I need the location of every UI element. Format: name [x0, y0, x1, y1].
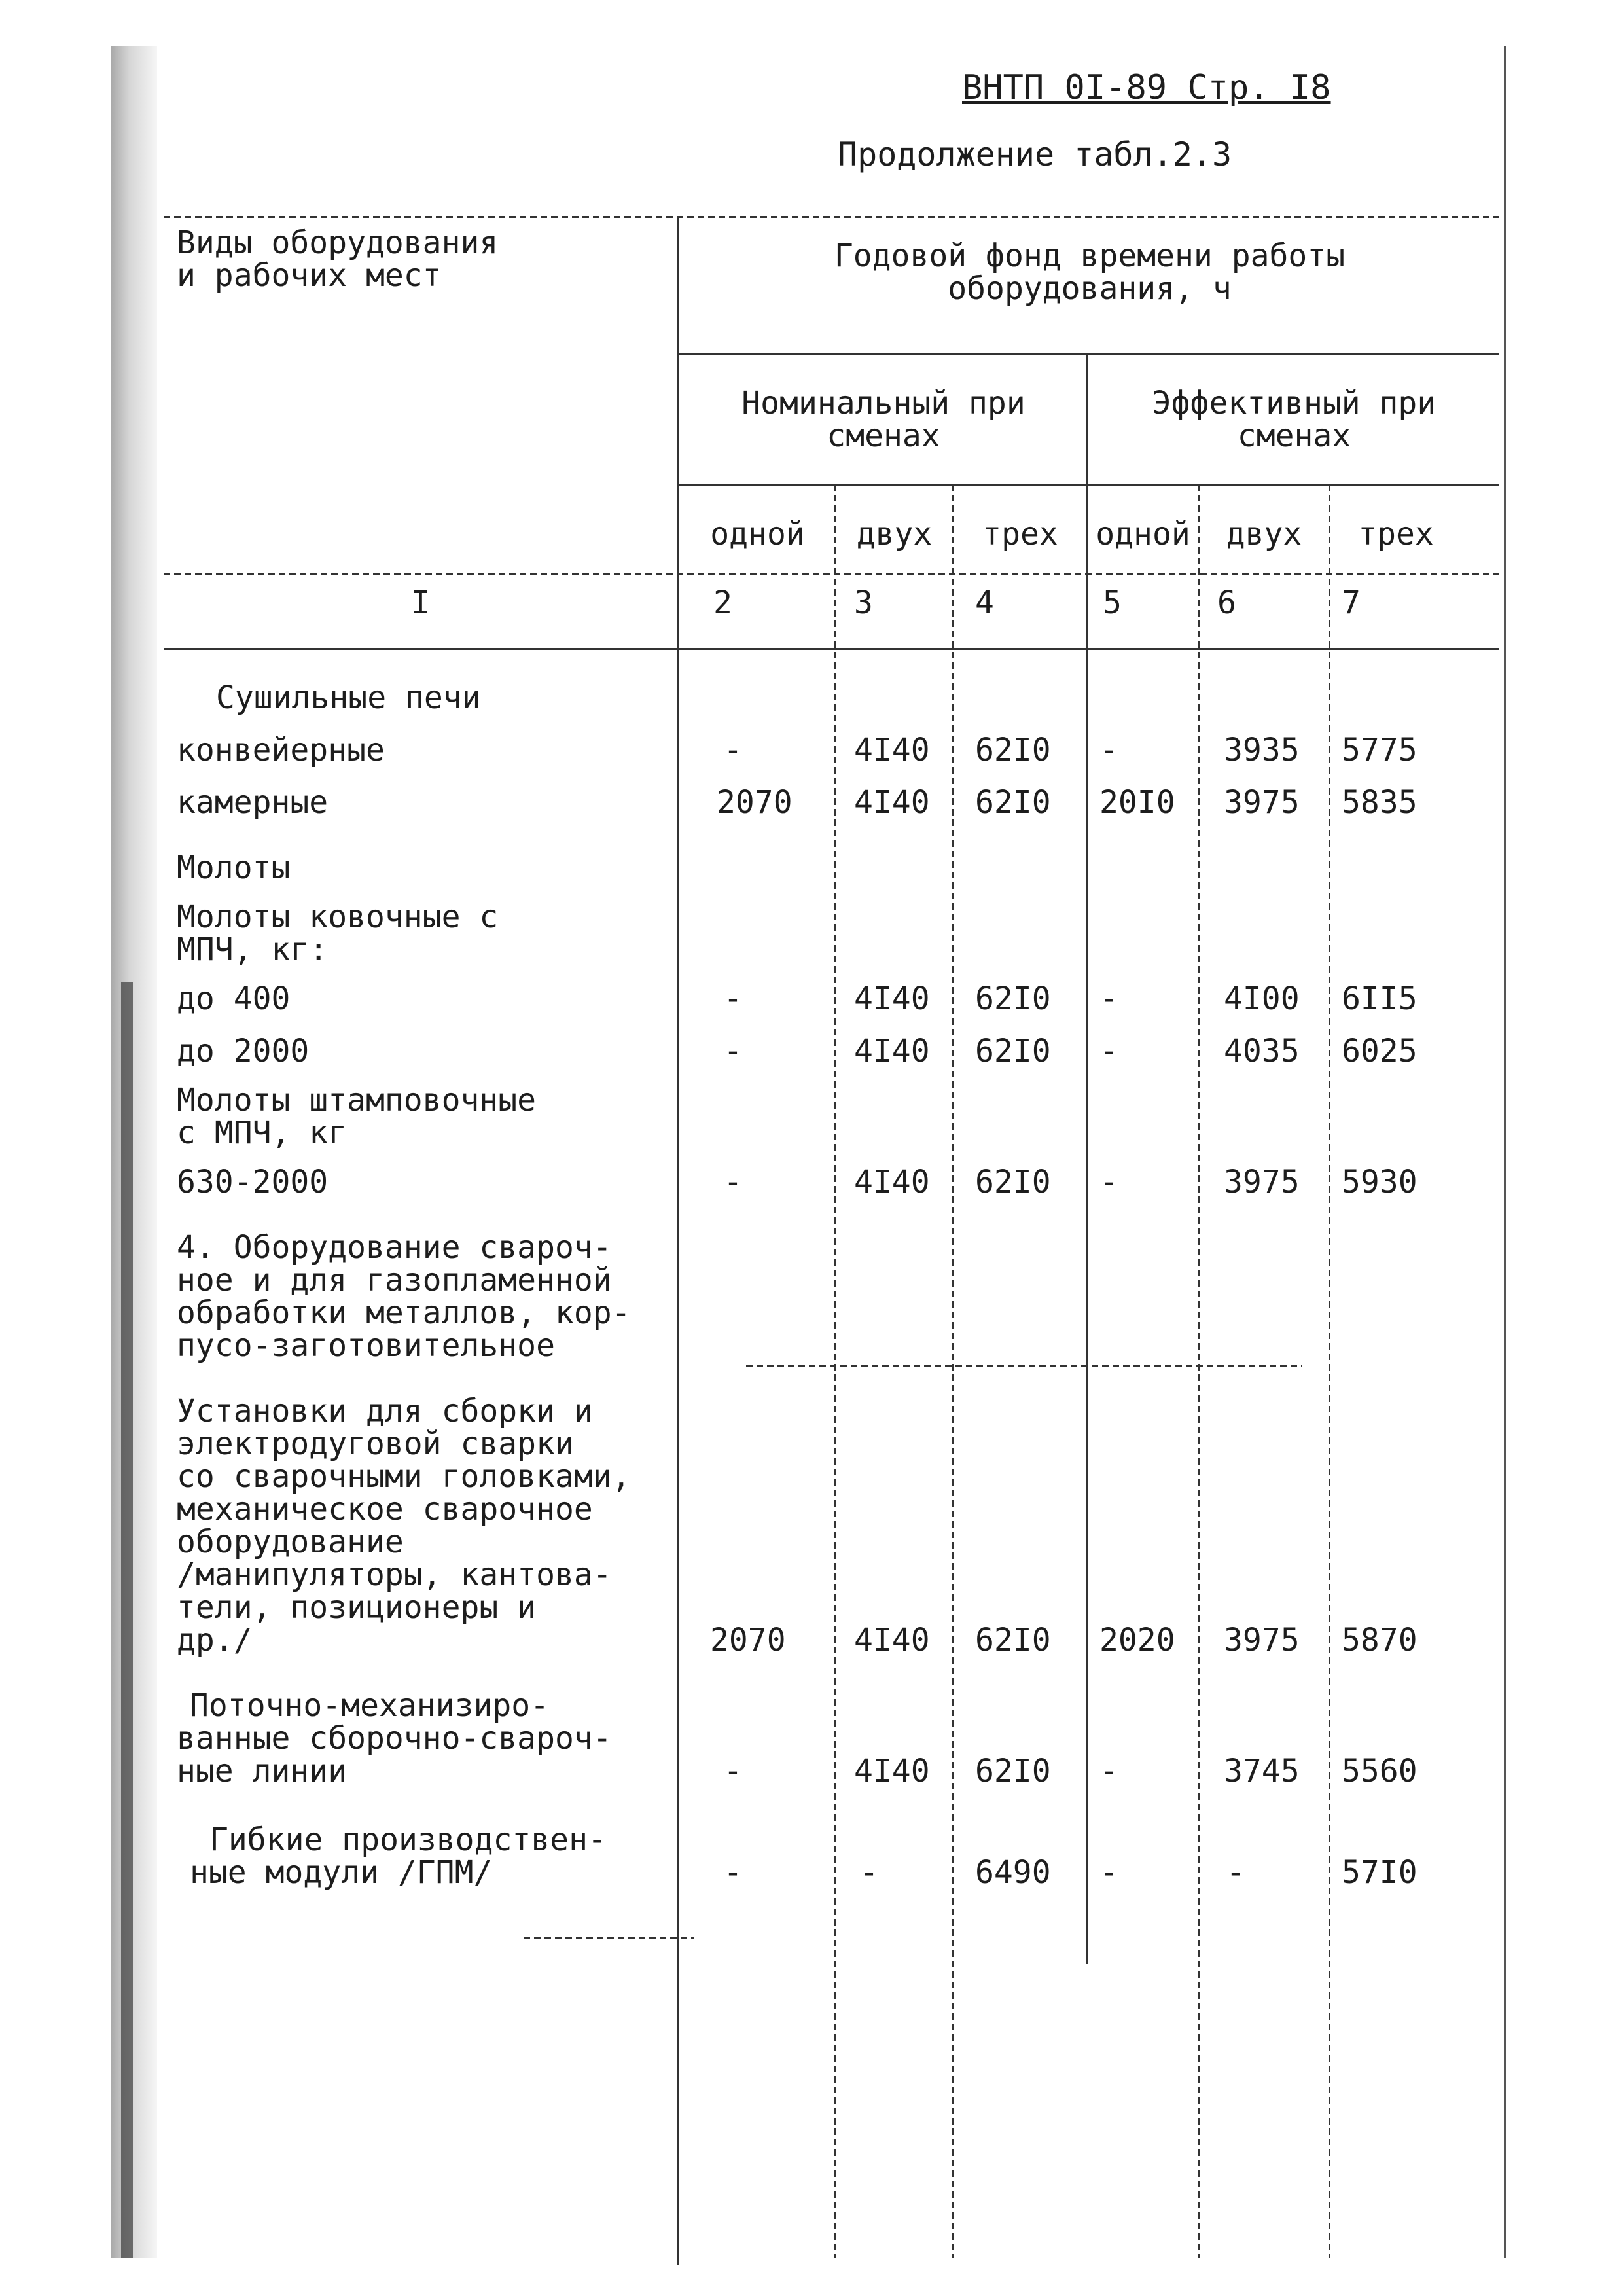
section-rule: [746, 1365, 1302, 1367]
cell-nominal-3: 62I0: [975, 1753, 1051, 1789]
cell-effective-2: 3975: [1224, 1622, 1300, 1659]
section-heading: пусо-заготовительное: [177, 1327, 555, 1364]
cell-nominal-2: -: [859, 1854, 879, 1891]
fund-header-line1: Годовой фонд времени работы: [834, 238, 1346, 274]
cell-nominal-1: -: [723, 980, 743, 1017]
row-label: конвейерные: [177, 732, 385, 768]
col-number-2: 2: [713, 584, 732, 621]
cell-effective-3: 6025: [1342, 1033, 1418, 1069]
cell-effective-1: -: [1099, 1164, 1118, 1200]
col-number-7: 7: [1342, 584, 1361, 621]
cell-nominal-2: 4I40: [854, 1164, 930, 1200]
row-label: Молоты: [177, 850, 291, 886]
row-label: камерные: [177, 784, 329, 821]
row-label: со сварочными головками,: [177, 1458, 631, 1495]
row-label: с МПЧ, кг: [177, 1115, 348, 1151]
col-number-1: I: [411, 584, 430, 621]
row-label: Сушильные печи: [216, 679, 481, 716]
row-label: МПЧ, кг:: [177, 931, 329, 968]
shift-label-nominal-2: двух: [856, 516, 933, 552]
col-number-rule: [164, 648, 1499, 650]
cell-effective-2: -: [1226, 1854, 1245, 1891]
row-label: электродуговой сварки: [177, 1426, 574, 1462]
nominal-effective-divider: [1086, 353, 1088, 1964]
scan-shadow-dark: [121, 982, 133, 2258]
col1-header-line1: Виды оборудования: [177, 224, 499, 261]
row-label: Молоты штамповочные: [177, 1082, 537, 1119]
cell-effective-3: 5870: [1342, 1622, 1418, 1659]
shift-label-nominal-3: трех: [982, 516, 1058, 552]
section-heading: 4. Оборудование свароч-: [177, 1229, 612, 1266]
col-number-4: 4: [975, 584, 994, 621]
cell-nominal-3: 62I0: [975, 732, 1051, 768]
col-number-6: 6: [1217, 584, 1236, 621]
cell-effective-3: 5930: [1342, 1164, 1418, 1200]
row-label: до 2000: [177, 1033, 310, 1069]
col-divider-4: [952, 484, 954, 2258]
section-heading: ное и для газопламенной: [177, 1262, 612, 1299]
cell-nominal-1: -: [723, 1753, 743, 1789]
col-number-3: 3: [854, 584, 873, 621]
shift-labels-rule: [164, 573, 1499, 575]
row-label: до 400: [177, 980, 291, 1017]
cell-effective-2: 3745: [1224, 1753, 1300, 1789]
cell-effective-2: 3975: [1224, 1164, 1300, 1200]
shift-label-effective-2: двух: [1226, 516, 1302, 552]
cell-effective-3: 5835: [1342, 784, 1418, 821]
nominal-header-line1: Номинальный при: [741, 385, 1026, 422]
section-heading: обработки металлов, кор-: [177, 1295, 631, 1331]
cell-nominal-3: 62I0: [975, 1622, 1051, 1659]
cell-nominal-2: 4I40: [854, 732, 930, 768]
row-label: Установки для сборки и: [177, 1393, 593, 1429]
cell-effective-1: -: [1099, 1854, 1118, 1891]
cell-effective-1: 2020: [1099, 1622, 1175, 1659]
cell-nominal-2: 4I40: [854, 784, 930, 821]
col-divider-main: [677, 216, 679, 2265]
page-edge-line: [1504, 46, 1506, 2258]
cell-effective-3: 5775: [1342, 732, 1418, 768]
row-label: др./: [177, 1622, 253, 1659]
document-reference: ВНТП 0I-89 Стр. I8: [962, 68, 1331, 107]
cell-nominal-3: 62I0: [975, 1033, 1051, 1069]
cell-nominal-3: 62I0: [975, 784, 1051, 821]
col-divider-3: [834, 484, 836, 2258]
cell-nominal-2: 4I40: [854, 1753, 930, 1789]
cell-effective-2: 4I00: [1224, 980, 1300, 1017]
cell-nominal-2: 4I40: [854, 1622, 930, 1659]
table-continuation-title: Продолжение табл.2.3: [838, 135, 1232, 173]
cell-nominal-1: 2070: [717, 784, 793, 821]
cell-nominal-2: 4I40: [854, 980, 930, 1017]
cell-effective-2: 4035: [1224, 1033, 1300, 1069]
cell-nominal-1: -: [723, 1854, 743, 1891]
cell-effective-1: -: [1099, 980, 1118, 1017]
effective-header-line1: Эффективный при: [1152, 385, 1436, 422]
cell-nominal-3: 62I0: [975, 980, 1051, 1017]
row-label: Поточно-механизиро-: [190, 1687, 550, 1724]
cell-effective-2: 3975: [1224, 784, 1300, 821]
cell-nominal-1: 2070: [710, 1622, 786, 1659]
row-label: 630-2000: [177, 1164, 329, 1200]
shift-label-nominal-1: одной: [710, 516, 805, 552]
table-top-rule: [164, 216, 1499, 218]
nominal-header-line2: сменах: [827, 418, 940, 454]
shift-label-effective-1: одной: [1096, 516, 1190, 552]
row-label: ные модули /ГПМ/: [190, 1854, 493, 1891]
cell-effective-1: -: [1099, 732, 1118, 768]
shift-label-effective-3: трех: [1358, 516, 1434, 552]
effective-header-line2: сменах: [1237, 418, 1351, 454]
bottom-stub-rule: [524, 1937, 694, 1939]
row-label: /манипуляторы, кантова-: [177, 1556, 612, 1593]
row-label: тели, позиционеры и: [177, 1589, 537, 1626]
scan-shadow: [111, 46, 157, 2258]
row-label: ванные сборочно-свароч-: [177, 1720, 612, 1757]
cell-effective-2: 3935: [1224, 732, 1300, 768]
cell-effective-1: 20I0: [1099, 784, 1175, 821]
row-label: ные линии: [177, 1753, 348, 1789]
fund-header-line2: оборудования, ч: [948, 270, 1232, 307]
cell-effective-3: 6II5: [1342, 980, 1418, 1017]
cell-effective-1: -: [1099, 1033, 1118, 1069]
cell-nominal-3: 6490: [975, 1854, 1051, 1891]
row-label: Молоты ковочные с: [177, 899, 499, 935]
row-label: оборудование: [177, 1524, 404, 1560]
row-label: Гибкие производствен-: [209, 1821, 607, 1858]
col-number-5: 5: [1103, 584, 1122, 621]
shift-header-rule: [677, 484, 1499, 486]
cell-nominal-2: 4I40: [854, 1033, 930, 1069]
cell-nominal-1: -: [723, 732, 743, 768]
cell-nominal-1: -: [723, 1164, 743, 1200]
cell-effective-1: -: [1099, 1753, 1118, 1789]
col-divider-7: [1329, 484, 1330, 2258]
col-divider-6: [1198, 484, 1200, 2258]
cell-nominal-3: 62I0: [975, 1164, 1051, 1200]
col1-header-line2: и рабочих мест: [177, 257, 442, 294]
cell-effective-3: 5560: [1342, 1753, 1418, 1789]
row-label: механическое сварочное: [177, 1491, 593, 1528]
cell-effective-3: 57I0: [1342, 1854, 1418, 1891]
cell-nominal-1: -: [723, 1033, 743, 1069]
